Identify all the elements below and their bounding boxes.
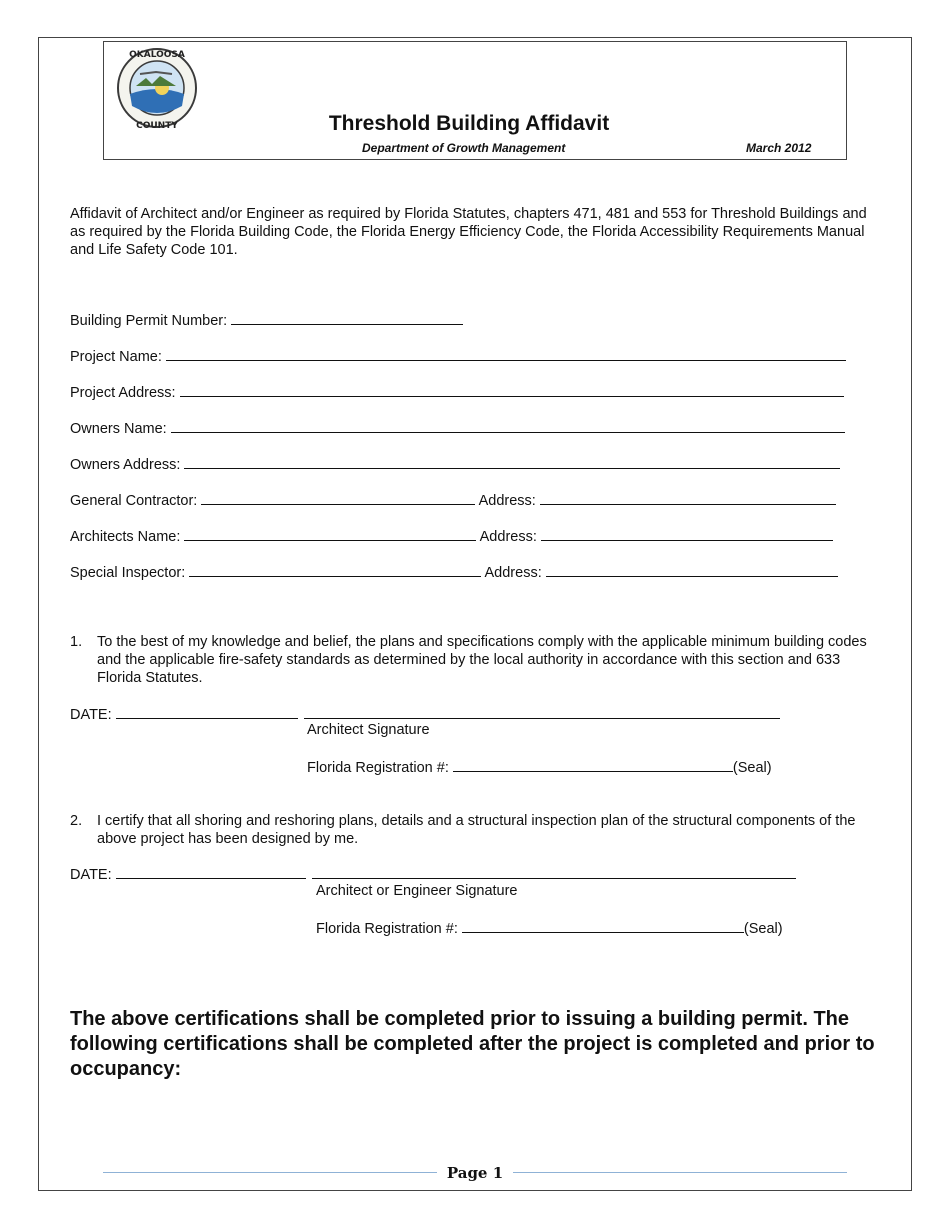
- owners-name-input[interactable]: [171, 419, 845, 433]
- certification-2-date-row: [70, 865, 796, 883]
- owners-name-field: [70, 419, 845, 437]
- general-contractor-label: General Contractor:: [70, 493, 198, 509]
- certification-2-number: 2.: [70, 813, 83, 829]
- department-name: Department of Growth Management: [362, 141, 566, 155]
- certification-2: [70, 812, 882, 848]
- special-inspector-address-input[interactable]: [546, 563, 838, 577]
- certification-1-date-label: DATE:: [70, 707, 112, 723]
- project-address-input[interactable]: [180, 383, 844, 397]
- page-footer: [103, 1160, 847, 1186]
- architects-address-input[interactable]: [541, 527, 833, 541]
- certification-1-number: 1.: [70, 634, 83, 650]
- permit-number-label: Building Permit Number:: [70, 313, 228, 329]
- architects-name-input[interactable]: [184, 527, 476, 541]
- certification-2-seal-label: (Seal): [743, 921, 783, 937]
- certification-2-date-label: DATE:: [70, 867, 112, 883]
- certification-2-registration-input[interactable]: [462, 919, 744, 933]
- general-contractor-address-label: Address:: [478, 493, 536, 509]
- project-name-label: Project Name:: [70, 349, 162, 365]
- special-inspector-label: Special Inspector:: [70, 565, 186, 581]
- owners-address-field: [70, 455, 840, 473]
- document-date: March 2012: [746, 141, 812, 155]
- certification-1-date-row: [70, 705, 780, 723]
- completion-notice: The above certifications shall be completed prior to issuing a building permit. The following certifications shall be completed after the project is completed and prior to occupancy:: [70, 1008, 875, 1080]
- certification-1-registration-input[interactable]: [453, 758, 733, 772]
- special-inspector-address-label: Address:: [484, 565, 542, 581]
- certification-1-signature-line[interactable]: [304, 705, 780, 719]
- general-contractor-address-input[interactable]: [540, 491, 836, 505]
- permit-number-input[interactable]: [231, 311, 463, 325]
- seal-text-bottom: COUNTY: [136, 121, 178, 131]
- project-name-field: [70, 347, 846, 365]
- special-inspector-input[interactable]: [189, 563, 481, 577]
- document-header: [103, 41, 847, 160]
- certification-2-registration-row: [316, 919, 783, 937]
- certification-2-signature-label: Architect or Engineer Signature: [316, 883, 518, 899]
- intro-paragraph: Affidavit of Architect and/or Engineer as required by Florida Statutes, chapters 471, 481 and 553 for Threshold Buildings and as required by the Florida Building Code, the Florida Energy Efficiency Code, the Florida Accessibility Requirements Manual and Life Safety Code 101.: [70, 206, 867, 258]
- owners-address-input[interactable]: [184, 455, 840, 469]
- certification-2-registration-label: Florida Registration #:: [316, 921, 458, 937]
- architects-address-label: Address:: [479, 529, 537, 545]
- certification-1-signature-label: Architect Signature: [307, 722, 430, 738]
- certification-1-date-input[interactable]: [116, 705, 298, 719]
- certification-1-seal-label: (Seal): [732, 760, 772, 776]
- page-number: Page 1: [103, 1164, 847, 1182]
- certification-1-registration-row: [307, 758, 772, 776]
- certification-1-registration-label: Florida Registration #:: [307, 760, 449, 776]
- permit-number-field: [70, 311, 463, 329]
- project-address-label: Project Address:: [70, 385, 176, 401]
- certification-2-text: I certify that all shoring and reshoring plans, details and a structural inspection plan of the structural components of the above project has been designed by me.: [97, 813, 856, 847]
- certification-2-signature-line[interactable]: [312, 865, 796, 879]
- owners-name-label: Owners Name:: [70, 421, 167, 437]
- certification-1: [70, 633, 882, 687]
- seal-text-top: OKALOOSA: [129, 50, 185, 60]
- general-contractor-field: [70, 491, 836, 509]
- certification-2-date-input[interactable]: [116, 865, 306, 879]
- certification-1-text: To the best of my knowledge and belief, the plans and specifications comply with the applicable minimum building codes and the applicable fire-safety standards as determined by the local authority in accordance with this section and 633 Florida Statutes.: [97, 634, 867, 686]
- special-inspector-field: [70, 563, 838, 581]
- general-contractor-input[interactable]: [201, 491, 475, 505]
- architects-name-label: Architects Name:: [70, 529, 181, 545]
- project-name-input[interactable]: [166, 347, 846, 361]
- owners-address-label: Owners Address:: [70, 457, 181, 473]
- project-address-field: [70, 383, 844, 401]
- architects-name-field: [70, 527, 833, 545]
- document-title: Threshold Building Affidavit: [328, 112, 610, 135]
